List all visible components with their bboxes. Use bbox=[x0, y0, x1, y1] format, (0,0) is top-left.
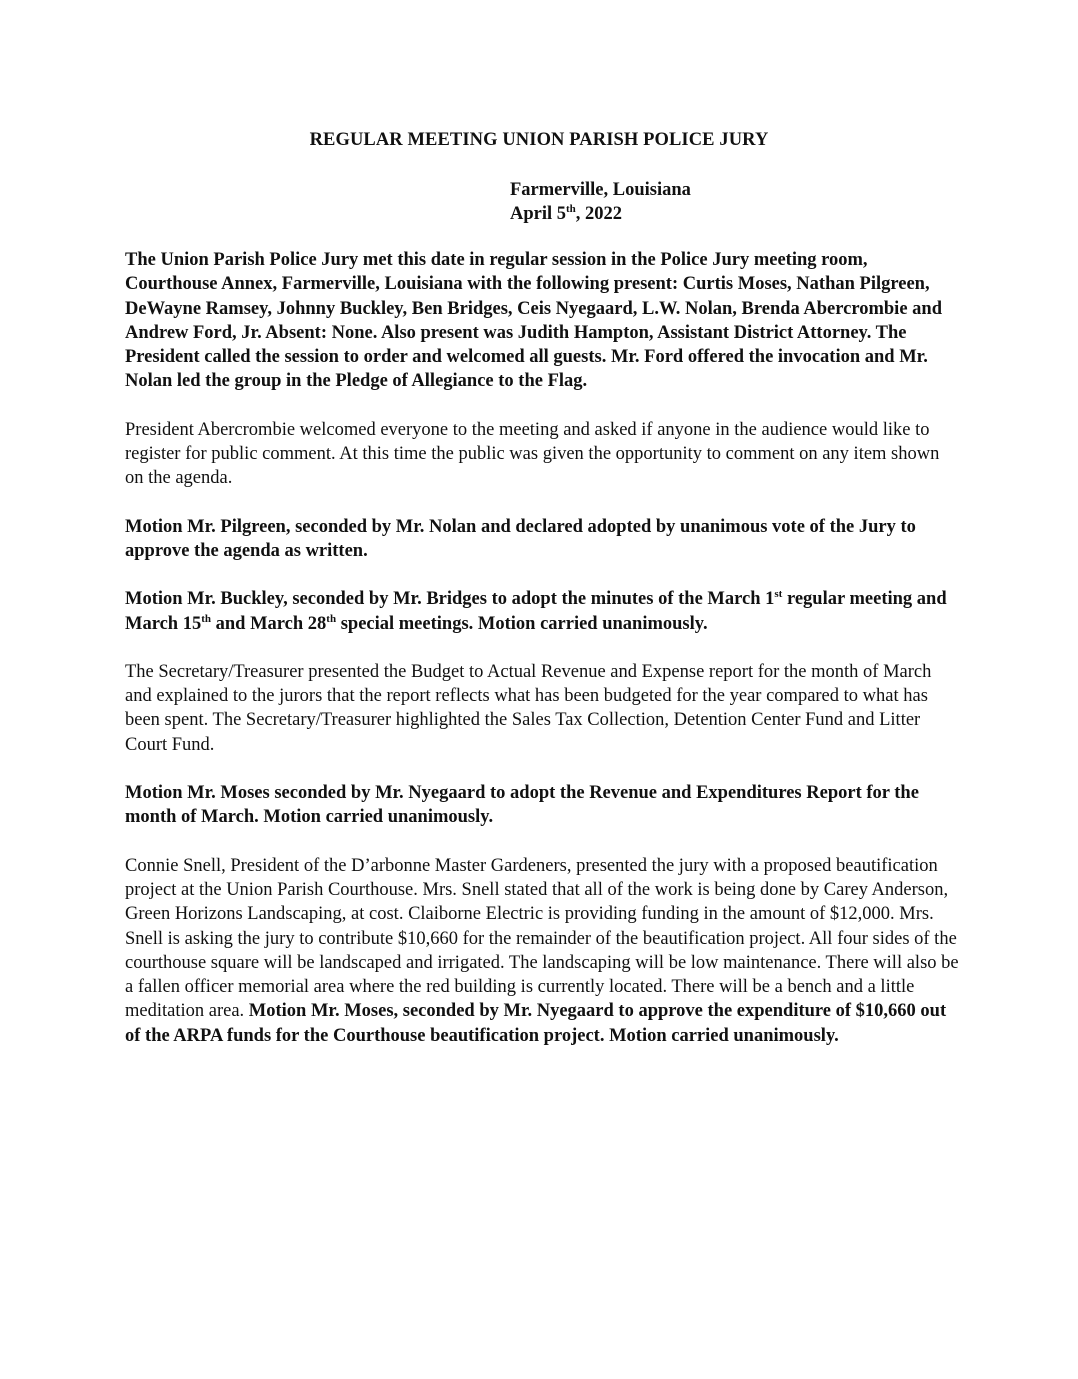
beautification-text: Connie Snell, President of the D’arbonne Master Gardeners, presented the jury with a proposed beautification project at the Union Parish Courthouse. Mrs. Snell stated that all of the work is being done by Carey Anderson, Green Horizons Landscaping, at cost. Claiborne Electric is providing funding in the amount of $12,000. Mrs. Snell is asking the jury to contribute $10,660 for the remainder of the beautification project. All four sides of the courthouse square will be landscaped and irrigated. The landscaping will be low maintenance. There will also be a fallen officer memorial area where the red building is currently located. There will be a bench and a little meditation area. bbox=[125, 855, 959, 1022]
minutes-motion-text-3: and March 28 bbox=[211, 613, 327, 634]
location-date-block bbox=[510, 178, 691, 226]
beautification-motion-text: Motion Mr. Moses, seconded by Mr. Nyegaard to approve the expenditure of $10,660 out of the ARPA funds for the Courthouse beautification project. Motion carried unanimously. bbox=[125, 1001, 947, 1046]
date-year: , 2022 bbox=[575, 204, 623, 224]
agenda-motion-paragraph: Motion Mr. Pilgreen, seconded by Mr. Nolan and declared adopted by unanimous vote of the Jury to approve the agenda as written. bbox=[125, 516, 916, 561]
date-prefix: April 5 bbox=[510, 204, 567, 224]
revenue-motion-paragraph: Motion Mr. Moses seconded by Mr. Nyegaard to adopt the Revenue and Expenditures Report for the month of March. Motion carried unanimously. bbox=[125, 783, 919, 828]
minutes-motion-text-4: special meetings. Motion carried unanimously. bbox=[336, 613, 708, 634]
public-comment-paragraph: President Abercrombie welcomed everyone to the meeting and asked if anyone in the audience would like to register for public comment. At this time the public was given the opportunity to comment on any item shown on the agenda. bbox=[125, 419, 940, 489]
date-suffix: th bbox=[566, 202, 576, 215]
meeting-location: Farmerville, Louisiana bbox=[510, 180, 691, 200]
document-title: REGULAR MEETING UNION PARISH POLICE JURY bbox=[309, 130, 769, 150]
minutes-motion-paragraph bbox=[125, 587, 960, 636]
minutes-motion-text-2: regular meeting and March 15 bbox=[125, 589, 947, 634]
minutes-motion-text-1: Motion Mr. Buckley, seconded by Mr. Bridges to adopt the minutes of the March 1 bbox=[125, 589, 775, 610]
attendance-paragraph: The Union Parish Police Jury met this date in regular session in the Police Jury meeting room, Courthouse Annex, Farmerville, Louisiana with the following present: Curtis Moses, Nathan Pilgreen, DeWayne Ramsey, Johnny Buckley, Ben Bridges, Ceis Nyegaard, L.W. Nolan, Brenda Abercrombie and Andrew Ford, Jr. Absent: None. Also present was Judith Hampton, Assistant District Attorney. The President called the session to order and welcomed all guests. Mr. Ford offered the invocation and Mr. Nolan led the group in the Pledge of Allegiance to the Flag. bbox=[125, 250, 942, 392]
minutes-body bbox=[125, 248, 960, 1072]
ordinal-suffix: th bbox=[201, 612, 211, 625]
ordinal-suffix: th bbox=[326, 612, 337, 625]
meeting-date bbox=[510, 202, 691, 226]
beautification-paragraph bbox=[125, 854, 960, 1048]
ordinal-suffix: st bbox=[774, 588, 783, 601]
budget-report-paragraph: The Secretary/Treasurer presented the Budget to Actual Revenue and Expense report for the month of March and explained to the jurors that the report reflects what has been budgeted for the year compared to what has been spent. The Secretary/Treasurer highlighted the Sales Tax Collection, Detention Center Fund and Litter Court Fund. bbox=[125, 661, 932, 755]
